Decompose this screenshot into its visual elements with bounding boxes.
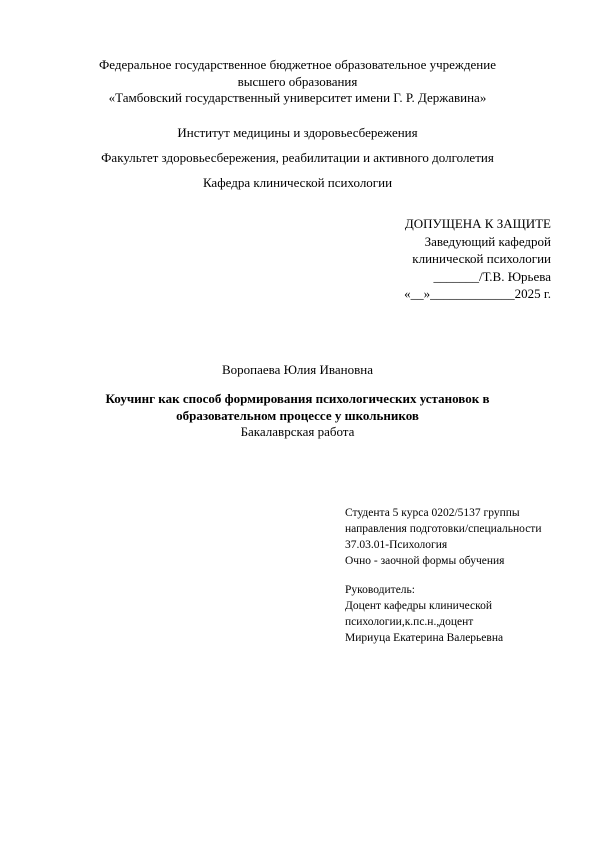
department-name: Кафедра клинической психологии [202,175,393,190]
approval-date: «__»_____________2025 г. [404,286,551,301]
supervisor-line-2: психологии,к.пс.н.,доцент [345,616,474,628]
approval-title: ДОПУЩЕНА К ЗАЩИТЕ [404,216,551,231]
institution-line-2: высшего образования [237,73,358,89]
work-title-block [0,391,595,441]
supervisor-label: Руководитель: [345,584,415,596]
institute-name: Институт медицины и здоровьесбережения [177,125,418,140]
author-name: Воропаева Юлия Ивановна [222,362,373,377]
student-line-2: направления подготовки/специальности [345,523,542,535]
faculty-name: Факультет здоровьесбережения, реабилитации и активного долголетия [101,150,494,165]
approval-signature: _______/Т.В. Юрьева [433,268,551,284]
student-info-block [345,505,542,646]
approval-line-1: Заведующий кафедрой [424,233,551,249]
supervisor-line-1: Доцент кафедры клинической [345,600,493,612]
student-line-1: Студента 5 курса 0202/5137 группы [345,507,520,519]
approval-block [404,215,551,303]
work-title-line-1: Коучинг как способ формирования психологических установок в [105,391,490,406]
institution-line-1: Федеральное государственное бюджетное образовательное учреждение [99,57,496,72]
student-line-4: Очно - заочной формы обучения [345,555,505,567]
work-title-line-2: образовательном процессе у школьников [176,407,419,423]
institution-line-3: «Тамбовский государственный университет имени Г. Р. Державина» [108,90,487,105]
info-spacer [345,569,542,582]
student-line-3: 37.03.01-Психология [345,539,448,551]
institution-header [0,57,595,107]
supervisor-name: Мириуца Екатерина Валерьевна [345,632,504,644]
work-type: Бакалаврская работа [240,424,355,439]
approval-line-2: клинической психологии [412,251,551,266]
